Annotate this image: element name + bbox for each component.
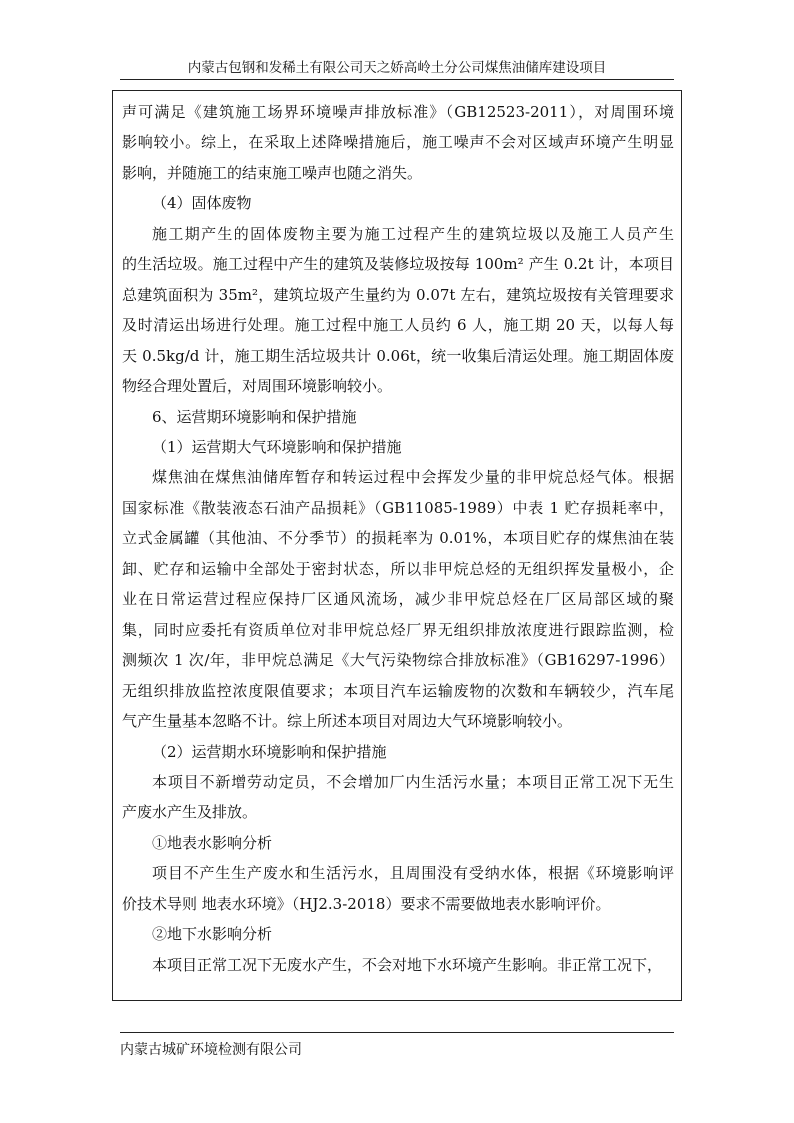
text-line: 国家标准《散装液态石油产品损耗》（GB11085-1989）中表 1 贮存损耗率中，	[122, 498, 674, 517]
text-line: 无组织排放监控浓度限值要求；本项目汽车运输废物的次数和车辆较少，汽车尾	[122, 681, 674, 700]
text-line: 煤焦油在煤焦油储库暂存和转运过程中会挥发少量的非甲烷总烃气体。根据	[152, 468, 674, 487]
text-line: 天 0.5kg/d 计，施工期生活垃圾共计 0.06t，统一收集后清运处理。施工期固体废	[122, 346, 674, 365]
section-heading: （1）运营期大气环境影响和保护措施	[152, 437, 402, 456]
text-line: 价技术导则 地表水环境》（HJ2.3-2018）要求不需要做地表水影响评价。	[122, 894, 611, 913]
text-line: 声可满足《建筑施工场界环境噪声排放标准》（GB12523-2011），对周围环境	[122, 103, 674, 121]
text-line: 本项目不新增劳动定员，不会增加厂内生活污水量；本项目正常工况下无生	[152, 772, 674, 791]
text-line: 集，同时应委托有资质单位对非甲烷总烃厂界无组织排放浓度进行跟踪监测，检	[122, 620, 674, 639]
text-line: 产废水产生及排放。	[122, 803, 258, 822]
text-line: 及时清运出场进行处理。施工过程中施工人员约 6 人，施工期 20 天，以每人每	[122, 316, 674, 335]
section-heading: ①地表水影响分析	[152, 833, 273, 852]
text-line: 本项目正常工况下无废水产生，不会对地下水环境产生影响。非正常工况下，	[152, 955, 663, 974]
section-heading: （4）固体废物	[152, 194, 252, 213]
text-line: 气产生量基本忽略不计。综上所述本项目对周边大气环境影响较小。	[122, 712, 573, 731]
text-line: 影响较小。综上，在采取上述降噪措施后，施工噪声不会对区域声环境产生明显	[122, 133, 674, 152]
header-divider	[120, 79, 674, 80]
text-line: 总建筑面积为 35m²，建筑垃圾产生量约为 0.07t 左右，建筑垃圾按有关管理要求	[122, 285, 674, 304]
text-line: 立式金属罐（其他油、不分季节）的损耗率为 0.01%，本项目贮存的煤焦油在装	[122, 529, 674, 548]
text-line: 物经合理处置后，对周围环境影响较小。	[122, 377, 393, 396]
text-line: 卸、贮存和运输中全部处于密封状态，所以非甲烷总烃的无组织挥发量极小，企	[122, 559, 674, 578]
text-line: 业在日常运营过程应保持厂区通风流场，减少非甲烷总烃在厂区局部区域的聚	[122, 590, 674, 609]
section-heading: 6、运营期环境影响和保护措施	[152, 407, 357, 426]
text-line: 项目不产生生产废水和生活污水，且周围没有受纳水体，根据《环境影响评	[152, 864, 674, 883]
footer-company: 内蒙古城矿环境检测有限公司	[120, 1042, 302, 1058]
body-text	[122, 97, 674, 980]
text-line: 的生活垃圾。施工过程中产生的建筑及装修垃圾按每 100m² 产生 0.2t 计，本项目	[122, 255, 674, 274]
text-line: 施工期产生的固体废物主要为施工过程产生的建筑垃圾以及施工人员产生	[152, 224, 674, 243]
footer-divider	[120, 1032, 674, 1033]
page-header-title: 内蒙古包钢和发稀土有限公司天之娇高岭土分公司煤焦油储库建设项目	[187, 60, 607, 76]
section-heading: ②地下水影响分析	[152, 925, 273, 944]
text-line: 影响，并随施工的结束施工噪声也随之消失。	[122, 163, 423, 182]
section-heading: （2）运营期水环境影响和保护措施	[152, 742, 387, 761]
text-line: 测频次 1 次/年，非甲烷总满足《大气污染物综合排放标准》（GB16297-1996）	[122, 651, 674, 670]
